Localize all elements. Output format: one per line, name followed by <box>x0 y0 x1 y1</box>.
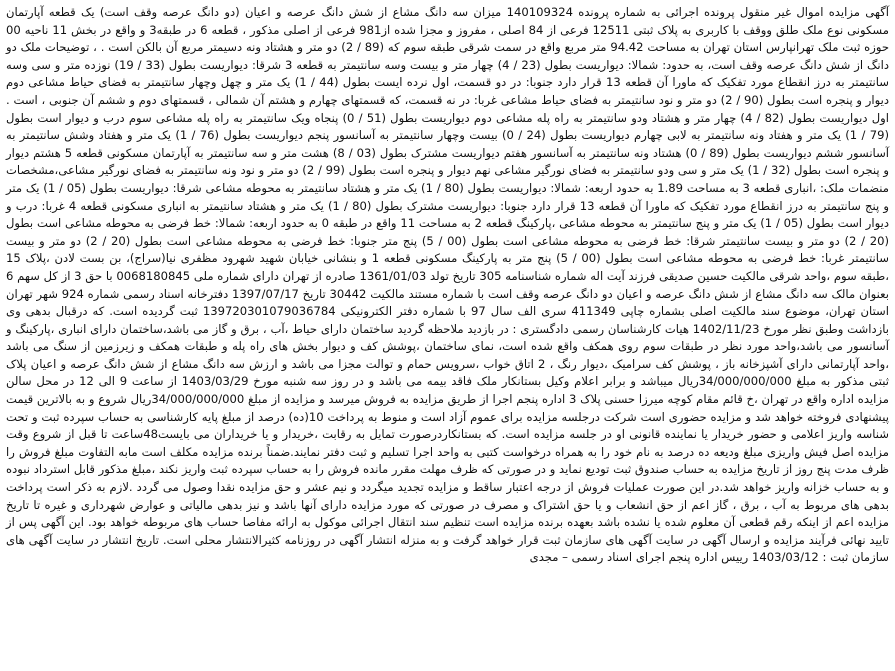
notice-body-text: آگهی مزایده اموال غیر منقول پرونده اجرائی به شماره پرونده 140109324 میزان سه دانگ مشاع از شش دانگ عرصه و اعیان (دو دانگ عرصه وقف است) یک قطعه آپارتمان مسکونی نوع ملک طلق ووقف با کاربری به پلاک ثبتی 12511 فرعی از 84 اصلی ، مفروز و مجزا شده از981 فرعی از اصلی مذکور ، قطعه 6 در طبقه3 و واقع در بخش 11 ناحیه 00 حوزه ثبت ملک تهرانپارس استان تهران به مساحت 94.42 متر مربع واقع در سمت شرقی طبقه سوم که (89 / 2) دو متر و هشتاد ونه دسیمتر مربع آن بالکن است . ، توضیحات ملک دو دانگ از شش دانگ عرصه وقف است، به حدود: شمالا: دیواریست بطول (23 / 4) چهار متر و بیست وسه سانتیمتر به قطعه 3 شرقا: دیواریست بطول (33 / 19) نوزده متر و سی وسه سانتیمتر به درز انقطاع مورد تفکیک که ماورا آن قطعه 13 قرار دارد جنوبا: در دو قسمت، اول نرده ایست بطول (44 / 1) یک متر و چهل وچهار سانتیمتر به فضای حیاط مشاعی دوم دیوار و پنجره است بطول (90 / 2) دو متر و نود سانتیمتر به فضای حیاط مشاعی غربا: در نه قسمت، که قسمتهای چهارم و هشتم آن شمالی ، قسمتهای دوم و ششم آن جنوبی ، است . اول دیواریست بطول (82 / 4) چهار متر و هشتاد ودو سانتیمتر به راه پله مشاعی دوم دیواریست بطول (51 / 0) پنجاه ویک سانتیمتر به راه پله مشاعی سوم درب و دیوار است بطول (79 / 1) یک متر و هفتاد ونه سانتیمتر به لابی چهارم دیواریست بطول (24 / 0) بیست وچهار سانتیمتر به آسانسور پنجم دیواریست بطول (76 / 1) یک متر و هفتاد وشش سانتیمتر به آسانسور ششم دیواریست بطول (89 / 0) هشتاد ونه سانتیمتر به آسانسور هفتم دیواریست مشترک بطول (03 / 8) هشت متر و سه سانتیمتر به آپارتمان مسکونی قطعه 5 هشتم دیوار و پنجره است بطول (32 / 1) یک متر و سی ودو سانتیمتر به فضای نورگیر مشاعی نهم دیوار و پنجره است بطول (99 / 2) دو متر و نود ونه سانتیمتر به فضای نورگیر مشاعی،مشخصات منضمات ملک: ،انباری قطعه 3 به مساحت 1.89 به حدود اربعه: شمالا: دیواریست بطول (80 / 1) یک متر و هشتاد سانتیمتر به محوطه مشاعی شرقا: دیواریست بطول (05 / 1) یک متر و پنج سانتیمتر به درز انقطاع مورد تفکیک که ماورا آن قطعه 13 قرار دارد جنوبا: دیواریست مشترک بطول (80 / 1) یک متر و هشتاد سانتیمتر به انباری مسکونی قطعه 4 غربا: درب و دیوار است بطول (05 / 1) یک متر و پنج سانتیمتر به محوطه مشاعی ،پارکینگ قطعه 2 به مساحت 11 واقع در طبقه 0 به حدود اربعه: شمالا: خط فرضی به محوطه مشاعی است بطول (20 / 2) دو متر و بیست سانتیمتر شرقا: خط فرضی به محوطه مشاعی است بطول (00 / 5) پنج متر جنوبا: خط فرضی به محوطه مشاعی است بطول (20 / 2) دو متر و بیست سانتیمتر غربا: خط فرضی به محوطه مشاعی است بطول (00 / 5) پنج متر به پارکینگ مسکونی قطعه 1 و بنشانی خیابان شهید شهرود مظفری نیا(سراج)، بن بست لادن ،پلاک 15 ،طبقه سوم ،واحد شرقی مالکیت حسین صدیقی فرزند آیت اله شماره شناسنامه 305 تاریخ تولد 1361/01/03 صادره از تهران دارای شماره ملی 0068180845 با حق 3 از کل سهم 6 بعنوان مالک سه دانگ مشاع از شش دانگ عرصه و اعیان دو دانگ عرصه وقف است با شماره مستند مالکیت 30442 تاریخ 1397/07/17 دفترخانه اسناد رسمی شماره 924 شهر تهران استان تهران، موضوع سند مالکیت اصلی بشماره چاپی 411349 سری الف سال 97 با شماره دفتر الکترونیکی 139720301079036784 ثبت گردیده است. که درقبال بدهی وی بازداشت وطبق نظر مورخ 1402/11/23 هیات کارشناسان رسمی دادگستری : در بازدید ملاحظه گردید ساختمان دارای حیاط ،آب ، برق و گاز می باشد،ساختمان دارای انباری ،پارکینگ و آسانسور می باشد،واحد مورد نظر در طبقات سوم روی همکف واقع شده است، نمای ساختمان ،پوشش کف و دیوار بخش های راه پله و طبقات همکف و زیرزمین از سنگ می باشد ،واحد آپارتمانی دارای آشپزخانه باز ، پوشش کف سرامیک ،دیوار رنگ ، 2 اتاق خواب ،سرویس حمام و توالت مجزا می باشد و ارزش سه دانگ مشاع از شش دانگ عرصه و اعیان پلاک ثبتی مذکور به مبلغ 34/000/000/000ریال میباشد و برابر اعلام وکیل بستانکار ملک فاقد بیمه می باشد و در روز سه شنبه مورخ 1403/03/29 از ساعت 9 الی 12 در محل سالن مزایده اداره واقع در تهران ،خ قائم مقام کوچه میرزا حسنی پلاک 3 اداره پنجم اجرا از طریق مزایده به فروش میرسد و مزایده از مبلغ 34/000/000/000ریال شروع و به بالاترین قیمت پیشنهادی فروخته خواهد شد و مزایده حضوری است شرکت درجلسه مزایده برای عموم آزاد است و منوط به پرداخت 10(ده) درصد از مبلغ پایه کارشناسی به حساب سپرده ثبت و تحت شناسه واریز اعلامی و حضور خریدار یا نماینده قانونی او در جلسه مزایده است. که بستانکاردرصورت تمایل به رقابت ،خریدار و یا خریداران می بایست48ساعت تا قبل از شروع وقت مزایده اصل فیش واریزی مبلغ ودیعه ده درصد به نام خود را به همراه درخواست کتبی به واحد اجرا تسلیم و ثبت دفتر نمایند.ضمناً برنده مزایده مکلف است مابه التفاوت مبلغ فروش را ظرف مدت پنج روز از تاریخ مزایده به حساب صندوق ثبت تودیع نماید و در صورتی که ظرف مهلت مقرر مانده فروش را به حساب سپرده ثبت واریز نکند ،مبلغ مذکور قابل استرداد نبوده و به حساب خزانه واریز خواهد شد.در این صورت عملیات فروش از درجه اعتبار ساقط و مزایده تجدید میگردد و نیم عشر و حق مزایده نقدا وصول می گردد .لازم به ذکر است پرداخت بدهی های مربوط به آب ، برق ، گاز اعم از حق انشعاب و یا حق اشتراک و مصرف در صورتی که مورد مزایده دارای آنها باشد و نیز بدهی مالیاتی و عوارض شهرداری و غیره تا تاریخ مزایده اعم از اینکه رقم قطعی آن معلوم شده یا نشده باشد بعهده برنده مزایده است تنظیم سند انتقال اجرائی موکول به ارائه مفاصا حساب های مربوطه خواهد بود. این آگهی پس از تایید نهائی فرآیند مزایده و ارسال آگهی در سایت آگهی های سازمان ثبت قرار خواهد گرفت و به منزله انتشار آگهی در روزنامه کثیرالانتشار محلی است. تاریخ انتشار در سایت آگهی های سازمان ثبت : 1403/03/12 رییس اداره پنجم اجرای اسناد رسمی – مجدی <box>6 5 890 565</box>
